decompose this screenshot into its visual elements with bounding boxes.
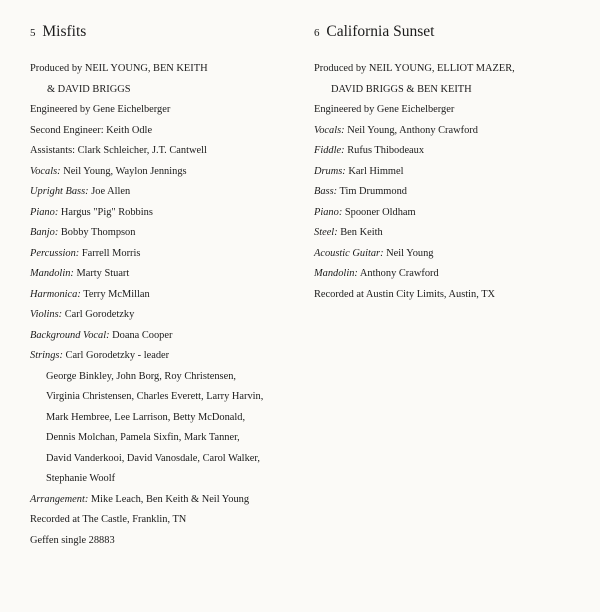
credit-text: Produced by NEIL YOUNG, ELLIOT MAZER, [314,63,515,74]
credit-line [30,80,300,101]
credit-role: Fiddle: [314,145,345,156]
credit-line [314,100,584,121]
credit-role: Piano: [314,206,343,218]
credit-line [314,285,584,306]
credit-lines [314,59,584,305]
credit-line [30,100,300,121]
credit-role: Drums: [314,165,346,177]
right-credits-column [314,22,584,305]
credit-text: & DAVID BRIGGS [47,83,131,95]
credit-line [30,244,300,265]
track-title: Misfits [42,23,87,40]
credit-line [314,203,584,224]
credit-line [30,203,300,224]
credit-text: Neil Young, Anthony Crawford [344,124,478,136]
credit-line [314,80,584,101]
credit-line [30,285,300,306]
credit-line [314,121,584,142]
credit-text: Mark Hembree, Lee Larrison, Betty McDonald, [46,411,246,423]
credit-text: Produced by NEIL YOUNG, BEN KEITH [30,63,208,74]
credit-role: Vocals: [314,124,345,136]
credit-line [30,408,300,429]
credit-text: Terry McMillan [80,288,150,300]
credit-text: Engineered by Gene Eichelberger [30,104,171,115]
credit-text: Assistants: Clark Schleicher, J.T. Cantwell [30,145,207,156]
credit-line [314,264,584,285]
track-number: 5 [30,27,36,39]
credit-line [314,244,584,265]
credit-line [314,182,584,203]
credit-text: Recorded at The Castle, Franklin, TN [30,514,187,525]
credit-line [30,182,300,203]
credit-text: David Vanderkooi, David Vanosdale, Carol Walker, [46,452,261,464]
credit-text: Engineered by Gene Eichelberger [314,104,455,115]
left-credits-column [30,22,300,551]
credit-line [30,326,300,347]
credit-text: Bobby Thompson [58,227,136,238]
credit-line [30,469,300,490]
credit-role: Harmonica: [30,288,81,300]
credit-role: Acoustic Guitar: [314,247,384,259]
credit-line [30,531,300,552]
credit-line [30,428,300,449]
credit-text: Joe Allen [88,186,131,197]
credit-text: Second Engineer: Keith Odle [30,124,153,136]
credit-text: Marty Stuart [73,268,130,279]
credit-line [30,346,300,367]
credit-line [30,387,300,408]
credit-text: Geffen single 28883 [30,534,115,546]
credit-text: Hargus "Pig" Robbins [58,206,153,218]
credit-role: Background Vocal: [30,329,110,341]
credit-role: Vocals: [30,165,61,177]
credit-role: Banjo: [30,227,59,238]
credit-line [314,162,584,183]
credit-text: Carl Gorodetzky - leader [62,350,170,361]
credit-role: Upright Bass: [30,186,89,197]
credit-line [314,141,584,162]
credit-role: Percussion: [30,247,80,259]
credit-line [30,305,300,326]
credit-line [30,264,300,285]
credit-text: Anthony Crawford [357,268,439,279]
song-title [314,22,584,42]
credit-line [30,367,300,388]
credit-text: Farrell Morris [79,247,141,259]
credit-line [30,510,300,531]
credit-text: Carl Gorodetzky [62,309,135,320]
credit-line [30,449,300,470]
credit-text: Stephanie Woolf [46,473,116,484]
credit-text: Mike Leach, Ben Keith & Neil Young [88,493,250,505]
credit-line [314,223,584,244]
credit-text: Rufus Thibodeaux [344,145,425,156]
credit-text: Karl Himmel [345,165,404,177]
credit-line [30,223,300,244]
credit-role: Piano: [30,206,59,218]
credit-text: Neil Young, Waylon Jennings [60,165,187,177]
credit-role: Bass: [314,186,338,197]
credit-role: Mandolin: [314,268,358,279]
track-title: California Sunset [326,23,435,40]
credit-text: Virginia Christensen, Charles Everett, Larry Harvin, [46,391,264,402]
credit-text: Doana Cooper [109,329,173,341]
credit-line [30,59,300,80]
credit-line [30,490,300,511]
credit-line [30,141,300,162]
track-number: 6 [314,27,320,39]
credit-role: Mandolin: [30,268,74,279]
credit-text: Dennis Molchan, Pamela Sixfin, Mark Tanner, [46,432,240,443]
credit-role: Arrangement: [30,493,89,505]
credit-text: Ben Keith [337,227,383,238]
credit-text: George Binkley, John Borg, Roy Christensen, [46,370,237,382]
credit-line [30,162,300,183]
credit-text: Spooner Oldham [342,206,416,218]
credit-lines [30,59,300,551]
credit-role: Violins: [30,309,63,320]
credit-text: Neil Young [383,247,434,259]
credit-line [314,59,584,80]
credit-role: Steel: [314,227,338,238]
song-title [30,22,300,42]
credit-text: Tim Drummond [337,186,407,197]
credit-line [30,121,300,142]
credit-text: Recorded at Austin City Limits, Austin, TX [314,288,496,300]
credit-role: Strings: [30,350,63,361]
credit-text: DAVID BRIGGS & BEN KEITH [331,83,472,95]
